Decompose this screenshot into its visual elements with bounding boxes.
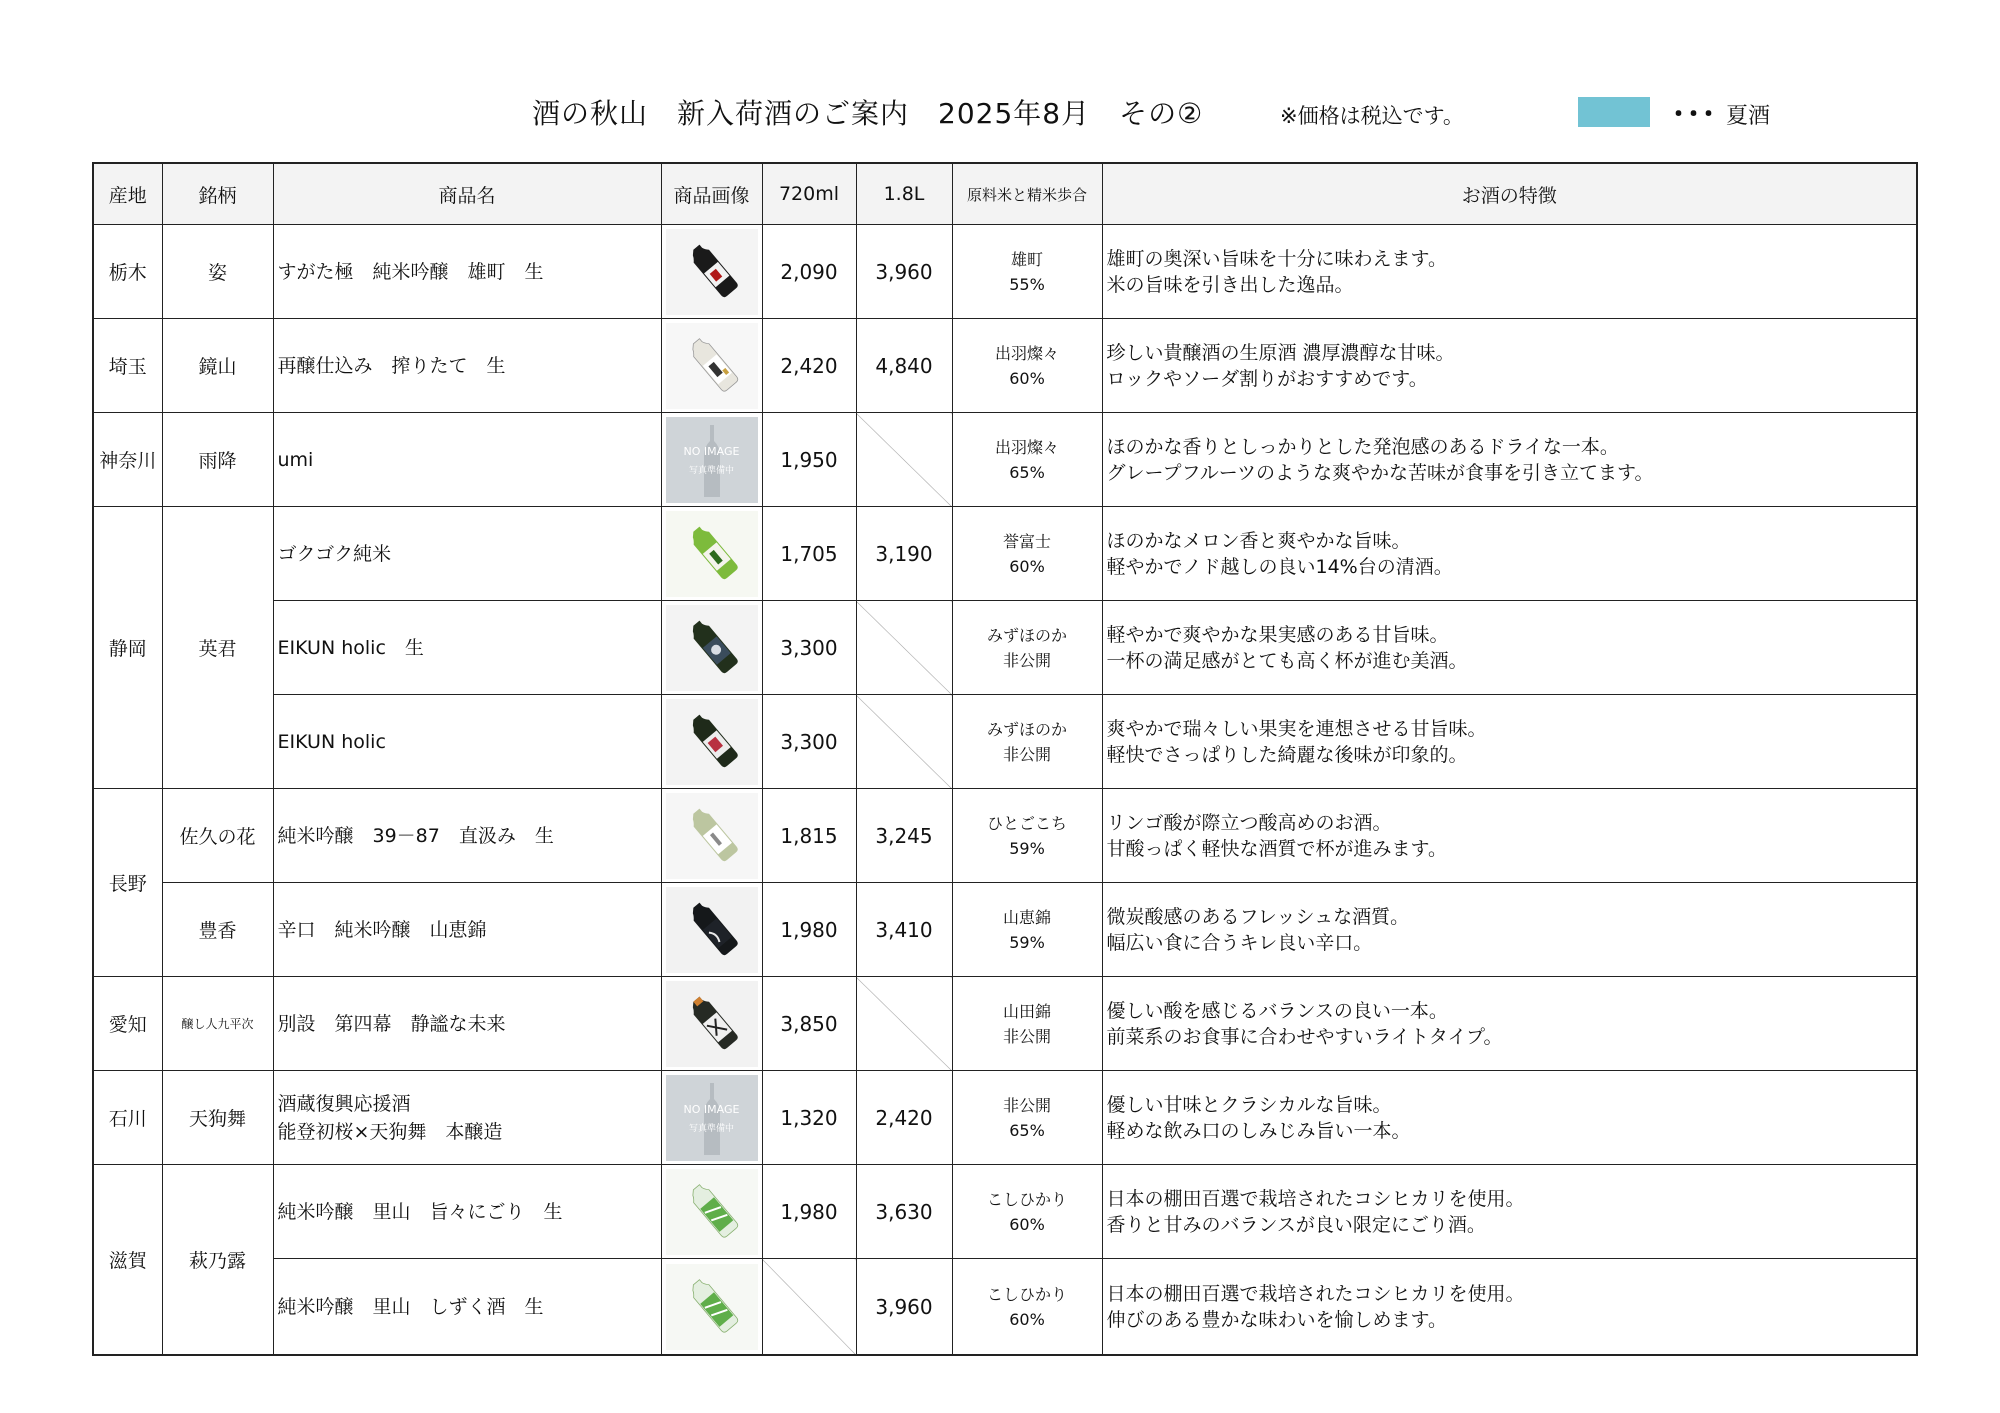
feature-line: 微炭酸感のあるフレッシュな酒質。 [1106, 905, 1410, 928]
bottle-silhouette-icon [704, 425, 720, 497]
no-image-text: NO IMAGE [683, 444, 740, 458]
product-image-cell [661, 977, 762, 1071]
feature-line: 軽快でさっぱりした綺麗な後味が印象的。 [1106, 743, 1468, 766]
feature-line: 香りと甘みのバランスが良い限定にごり酒。 [1106, 1213, 1486, 1236]
product-name: 再醸仕込み 搾りたて 生 [277, 354, 506, 377]
feature-line: 幅広い食に合うキレ良い辛口。 [1106, 931, 1373, 954]
product-image-cell [661, 789, 762, 883]
sake-bottle-image [666, 699, 758, 785]
sake-bottle-image [666, 1169, 758, 1255]
product-name-cell [273, 601, 661, 695]
product-name: 純米吟醸 里山 旨々にごり 生 [277, 1200, 563, 1223]
table-header-row [93, 163, 1917, 225]
rice-variety: みずほのか [986, 625, 1067, 645]
product-name-cell [273, 883, 661, 977]
rice-variety: こしひかり [986, 1189, 1067, 1209]
product-image-cell [661, 1165, 762, 1259]
bottle-silhouette-icon [704, 1083, 720, 1155]
price-1800ml: 3,960 [856, 225, 952, 319]
price-1800ml: 2,420 [856, 1071, 952, 1165]
brand-cell: 萩乃露 [162, 1165, 273, 1356]
pref-cell: 神奈川 [93, 413, 162, 507]
features-cell [1102, 413, 1917, 507]
feature-line: 珍しい貴醸酒の生原酒 濃厚濃醇な甘味。 [1106, 341, 1455, 364]
product-name: 辛口 純米吟醸 山恵錦 [277, 918, 487, 941]
page-title: 酒の秋山 新入荷酒のご案内 2025年8月 その② [532, 97, 1204, 130]
price-1800ml-na [856, 413, 952, 507]
features-cell [1102, 319, 1917, 413]
product-image-cell [661, 507, 762, 601]
feature-line: 前菜系のお食事に合わせやすいライトタイプ。 [1106, 1025, 1503, 1048]
brand-cell: 佐久の花 [162, 789, 273, 883]
no-image-subtext: 写真準備中 [688, 465, 734, 476]
price-1800ml: 3,960 [856, 1259, 952, 1356]
product-image-cell [661, 1259, 762, 1356]
pref-cell: 滋賀 [93, 1165, 162, 1356]
rice-variety: ひとごこち [986, 813, 1067, 833]
no-image-placeholder [666, 417, 758, 503]
rice-cell [952, 1165, 1102, 1259]
features-cell [1102, 1259, 1917, 1356]
table-row [93, 413, 1917, 507]
feature-line: 雄町の奥深い旨味を十分に味わえます。 [1106, 247, 1447, 270]
product-name: 酒蔵復興応援酒 [277, 1092, 411, 1115]
features-cell [1102, 225, 1917, 319]
polish-ratio: 非公開 [1002, 1026, 1051, 1046]
pref-cell: 石川 [93, 1071, 162, 1165]
sake-bottle-image [666, 323, 758, 409]
features-cell [1102, 695, 1917, 789]
product-name-cell [273, 977, 661, 1071]
price-1800ml: 4,840 [856, 319, 952, 413]
rice-variety: 山恵錦 [1002, 907, 1051, 927]
rice-cell [952, 225, 1102, 319]
polish-ratio: 非公開 [1002, 650, 1051, 670]
product-name-cell [273, 1165, 661, 1259]
features-cell [1102, 883, 1917, 977]
table-row [93, 507, 1917, 601]
brand-cell: 豊香 [162, 883, 273, 977]
no-image-subtext: 写真準備中 [688, 1123, 734, 1134]
product-name: すがた極 純米吟醸 雄町 生 [277, 260, 544, 283]
col-header-pref: 産地 [93, 163, 162, 225]
rice-variety: 出羽燦々 [994, 343, 1059, 363]
brand-cell: 姿 [162, 225, 273, 319]
price-720ml: 1,980 [762, 883, 856, 977]
product-image-cell [661, 319, 762, 413]
product-name-cell [273, 1071, 661, 1165]
price-720ml: 1,815 [762, 789, 856, 883]
product-name-cell [273, 225, 661, 319]
feature-line: 米の旨味を引き出した逸品。 [1106, 273, 1354, 296]
feature-line: 甘酸っぱく軽快な酒質で杯が進みます。 [1106, 837, 1447, 860]
feature-line: グレープフルーツのような爽やかな苦味が食事を引き立てます。 [1106, 461, 1654, 484]
feature-line: 軽めな飲み口のしみじみ旨い一本。 [1106, 1119, 1411, 1142]
rice-variety: みずほのか [986, 719, 1067, 739]
col-header-1800ml: 1.8L [856, 163, 952, 225]
table-row [93, 225, 1917, 319]
table-row [93, 1071, 1917, 1165]
brand-cell: 英君 [162, 507, 273, 789]
polish-ratio: 60% [1009, 368, 1045, 388]
product-table [92, 162, 1918, 1356]
feature-line: 軽やかでノド越しの良い14%台の清酒。 [1106, 555, 1453, 578]
rice-variety: 雄町 [1010, 249, 1043, 269]
product-name: 純米吟醸 39－87 直汲み 生 [277, 824, 554, 847]
col-header-brand: 銘柄 [162, 163, 273, 225]
table-row [93, 319, 1917, 413]
price-720ml: 1,320 [762, 1071, 856, 1165]
product-name-line2: 能登初桜×天狗舞 本醸造 [277, 1120, 503, 1143]
table-row [93, 789, 1917, 883]
brand-cell: 雨降 [162, 413, 273, 507]
price-720ml: 1,950 [762, 413, 856, 507]
price-1800ml-na [856, 977, 952, 1071]
product-image-cell [661, 413, 762, 507]
pref-cell: 愛知 [93, 977, 162, 1071]
polish-ratio: 59% [1009, 838, 1045, 858]
product-name: 別設 第四幕 静謐な未来 [277, 1012, 506, 1035]
feature-line: 爽やかで瑞々しい果実を連想させる甘旨味。 [1106, 717, 1487, 740]
product-name-cell [273, 507, 661, 601]
rice-cell [952, 695, 1102, 789]
product-name-cell [273, 1259, 661, 1356]
product-name: 純米吟醸 里山 しずく酒 生 [277, 1295, 544, 1318]
brand-cell: 醸し人九平次 [162, 977, 273, 1071]
features-cell [1102, 1071, 1917, 1165]
sake-bottle-image [666, 605, 758, 691]
price-1800ml: 3,245 [856, 789, 952, 883]
feature-line: ロックやソーダ割りがおすすめです。 [1106, 367, 1428, 390]
feature-line: 日本の棚田百選で栽培されたコシヒカリを使用。 [1106, 1282, 1525, 1305]
feature-line: ほのかな香りとしっかりとした発泡感のあるドライな一本。 [1106, 435, 1619, 458]
sake-bottle-image [666, 1264, 758, 1350]
polish-ratio: 60% [1009, 1214, 1045, 1234]
price-720ml: 3,300 [762, 695, 856, 789]
polish-ratio: 65% [1009, 462, 1045, 482]
price-720ml: 3,850 [762, 977, 856, 1071]
rice-cell [952, 601, 1102, 695]
no-image-placeholder [666, 1075, 758, 1161]
price-1800ml-na [856, 601, 952, 695]
product-name: EIKUN holic 生 [277, 636, 424, 659]
polish-ratio: 55% [1009, 274, 1045, 294]
polish-ratio: 60% [1009, 556, 1045, 576]
product-image-cell [661, 601, 762, 695]
col-header-name: 商品名 [273, 163, 661, 225]
polish-ratio: 60% [1009, 1309, 1045, 1329]
rice-cell [952, 977, 1102, 1071]
polish-ratio: 非公開 [1002, 744, 1051, 764]
summer-sake-legend-label: 夏酒 [1726, 104, 1771, 129]
product-name: ゴクゴク純米 [277, 542, 392, 565]
price-1800ml-na [856, 695, 952, 789]
legend-dots: ･･･ [1672, 100, 1718, 130]
product-name-cell [273, 789, 661, 883]
product-name-cell [273, 413, 661, 507]
features-cell [1102, 1165, 1917, 1259]
feature-line: 一杯の満足感がとても高く杯が進む美酒。 [1106, 649, 1468, 672]
sake-bottle-image [666, 793, 758, 879]
table-row [93, 695, 1917, 789]
rice-cell [952, 1259, 1102, 1356]
product-name: umi [277, 448, 314, 471]
summer-sake-legend-swatch [1578, 97, 1650, 127]
rice-cell [952, 319, 1102, 413]
feature-line: 伸びのある豊かな味わいを愉しめます。 [1106, 1308, 1447, 1331]
table-row [93, 883, 1917, 977]
price-1800ml: 3,410 [856, 883, 952, 977]
features-cell [1102, 789, 1917, 883]
rice-variety: 非公開 [1002, 1095, 1051, 1115]
no-image-text: NO IMAGE [683, 1102, 740, 1116]
table-row [93, 977, 1917, 1071]
features-cell [1102, 601, 1917, 695]
table-row [93, 601, 1917, 695]
price-720ml: 2,420 [762, 319, 856, 413]
col-header-rice: 原料米と精米歩合 [952, 163, 1102, 225]
feature-line: 優しい甘味とクラシカルな旨味。 [1106, 1093, 1392, 1116]
feature-line: 日本の棚田百選で栽培されたコシヒカリを使用。 [1106, 1187, 1525, 1210]
polish-ratio: 65% [1009, 1120, 1045, 1140]
rice-cell [952, 883, 1102, 977]
col-header-features: お酒の特徴 [1102, 163, 1917, 225]
tax-note: ※価格は税込です。 [1280, 104, 1464, 128]
pref-cell: 栃木 [93, 225, 162, 319]
sake-bottle-image [666, 981, 758, 1067]
brand-cell: 天狗舞 [162, 1071, 273, 1165]
price-720ml: 3,300 [762, 601, 856, 695]
rice-cell [952, 789, 1102, 883]
features-cell [1102, 507, 1917, 601]
rice-cell [952, 413, 1102, 507]
price-1800ml: 3,190 [856, 507, 952, 601]
rice-variety: 山田錦 [1002, 1001, 1051, 1021]
page-header [0, 92, 2000, 136]
col-header-image: 商品画像 [661, 163, 762, 225]
sake-bottle-image [666, 511, 758, 597]
price-720ml: 1,705 [762, 507, 856, 601]
pref-cell: 埼玉 [93, 319, 162, 413]
product-image-cell [661, 883, 762, 977]
col-header-720ml: 720ml [762, 163, 856, 225]
product-name-cell [273, 695, 661, 789]
polish-ratio: 59% [1009, 932, 1045, 952]
table-row [93, 1259, 1917, 1356]
feature-line: 軽やかで爽やかな果実感のある甘旨味。 [1106, 623, 1449, 646]
feature-line: ほのかなメロン香と爽やかな旨味。 [1106, 529, 1411, 552]
feature-line: リンゴ酸が際立つ酸高めのお酒。 [1106, 811, 1392, 834]
product-name-cell [273, 319, 661, 413]
feature-line: 優しい酸を感じるバランスの良い一本。 [1106, 999, 1448, 1022]
table-row [93, 1165, 1917, 1259]
features-cell [1102, 977, 1917, 1071]
sake-bottle-image [666, 887, 758, 973]
rice-variety: 誉富士 [1002, 531, 1051, 551]
sake-bottle-image [666, 229, 758, 315]
product-name: EIKUN holic [277, 730, 386, 753]
product-image-cell [661, 225, 762, 319]
price-720ml: 2,090 [762, 225, 856, 319]
product-image-cell [661, 1071, 762, 1165]
product-image-cell [661, 695, 762, 789]
brand-cell: 鏡山 [162, 319, 273, 413]
rice-variety: 出羽燦々 [994, 437, 1059, 457]
price-1800ml: 3,630 [856, 1165, 952, 1259]
rice-cell [952, 1071, 1102, 1165]
pref-cell: 静岡 [93, 507, 162, 789]
price-720ml: 1,980 [762, 1165, 856, 1259]
rice-variety: こしひかり [986, 1284, 1067, 1304]
price-720ml-na [762, 1259, 856, 1356]
pref-cell: 長野 [93, 789, 162, 977]
rice-cell [952, 507, 1102, 601]
